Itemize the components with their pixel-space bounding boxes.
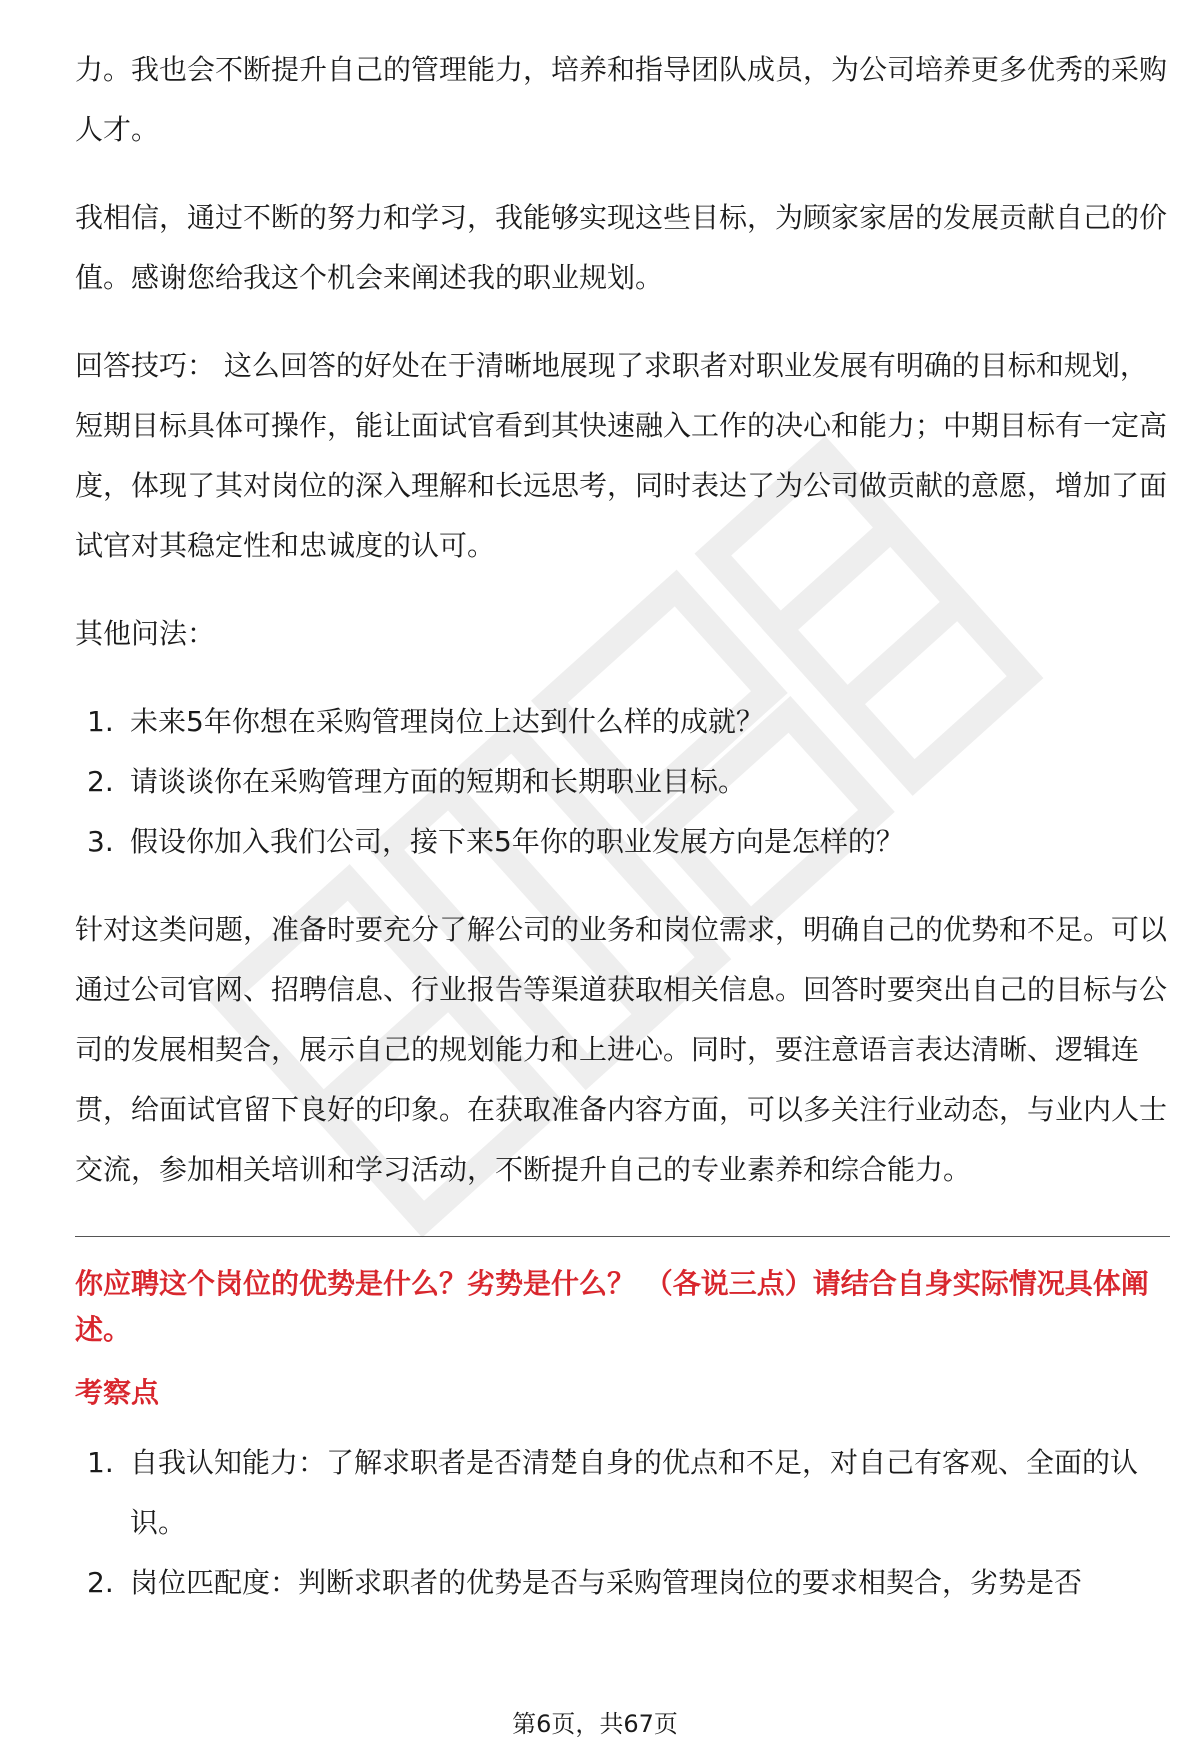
question-heading: 你应聘这个岗位的优势是什么？劣势是什么？ （各说三点）请结合自身实际情况具体阐述。 <box>75 1267 1149 1346</box>
section-divider <box>75 1236 1170 1237</box>
other-questions-list <box>75 692 1170 872</box>
paragraph-other-questions-label: 其他问法： <box>75 617 216 650</box>
page-content <box>75 40 1170 1613</box>
list-item: 2. 岗位匹配度：判断求职者的优势是否与采购管理岗位的要求相契合，劣势是否 <box>87 1566 1083 1599</box>
paragraph-continuation: 力。我也会不断提升自己的管理能力，培养和指导团队成员，为公司培养更多优秀的采购人才。 <box>75 53 1168 146</box>
assessment-points-list <box>75 1433 1170 1613</box>
paragraph-preparation-advice: 针对这类问题，准备时要充分了解公司的业务和岗位需求，明确自己的优势和不足。可以通过公司官网、招聘信息、行业报告等渠道获取相关信息。回答时要突出自己的目标与公司的发展相契合，展示自己的规划能力和上进心。同时，要注意语言表达清晰、逻辑连贯，给面试官留下良好的印象。在获取准备内容方面，可以多关注行业动态，与业内人士交流，参加相关培训和学习活动，不断提升自己的专业素养和综合能力。 <box>75 913 1168 1186</box>
list-item: 1. 自我认知能力：了解求职者是否清楚自身的优点和不足，对自己有客观、全面的认识。 <box>87 1446 1139 1539</box>
list-item: 1. 未来5年你想在采购管理岗位上达到什么样的成就？ <box>87 705 764 738</box>
page-footer: 第6页，共67页 <box>512 1710 678 1738</box>
paragraph-answer-tips: 回答技巧： 这么回答的好处在于清晰地展现了求职者对职业发展有明确的目标和规划，短期目标具体可操作，能让面试官看到其快速融入工作的决心和能力；中期目标有一定高度，体现了其对岗位的深入理解和长远思考，同时表达了为公司做贡献的意愿，增加了面试官对其稳定性和忠诚度的认可。 <box>75 349 1168 562</box>
assessment-points-heading: 考察点 <box>75 1376 160 1409</box>
paragraph-closing: 我相信，通过不断的努力和学习，我能够实现这些目标，为顾家家居的发展贡献自己的价值。感谢您给我这个机会来阐述我的职业规划。 <box>75 201 1168 294</box>
list-item: 2. 请谈谈你在采购管理方面的短期和长期职业目标。 <box>87 765 747 798</box>
list-item: 3. 假设你加入我们公司，接下来5年你的职业发展方向是怎样的？ <box>87 825 904 858</box>
